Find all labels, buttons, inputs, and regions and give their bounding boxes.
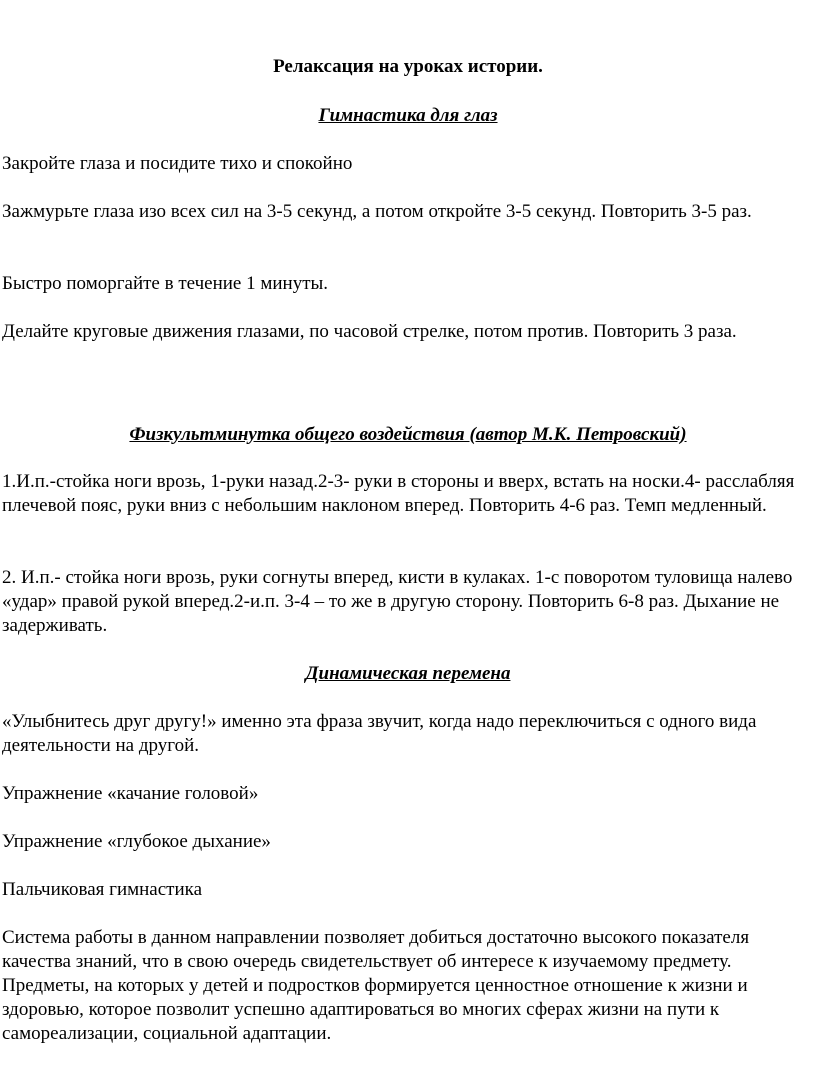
paragraph: Делайте круговые движения глазами, по часовой стрелке, потом против. Повторить 3 раза. <box>2 321 737 342</box>
paragraph: «Улыбнитесь друг другу!» именно эта фраза звучит, когда надо переключиться с одного вида деятельности на другой. <box>2 711 757 756</box>
paragraph: 1.И.п.-стойка ноги врозь, 1-руки назад.2-3- руки в стороны и вверх, встать на носки.4- расслабляя плечевой пояс, руки вниз с небольшим наклоном вперед. Повторить 4-6 раз. Темп медленный. <box>2 471 795 516</box>
paragraph: Упражнение «качание головой» <box>2 783 259 804</box>
paragraph: Зажмурьте глаза изо всех сил на 3-5 секунд, а потом откройте 3-5 секунд. Повторить 3-5 раз. <box>2 201 752 222</box>
paragraph: 2. И.п.- стойка ноги врозь, руки согнуты вперед, кисти в кулаках. 1-с поворотом туловища налево «удар» правой рукой вперед.2-и.п. 3-4 – то же в другую сторону. Повторить 6-8 раз. Дыхание не задерживать. <box>2 567 793 636</box>
paragraph: Быстро поморгайте в течение 1 минуты. <box>2 273 329 294</box>
section-heading-eye-gymnastics: Гимнастика для глаз <box>318 105 498 126</box>
paragraph: Упражнение «глубокое дыхание» <box>2 831 271 852</box>
paragraph: Закройте глаза и посидите тихо и спокойно <box>2 153 353 174</box>
document-title: Релаксация на уроках истории. <box>273 56 543 77</box>
paragraph: Пальчиковая гимнастика <box>2 879 203 900</box>
paragraph: Система работы в данном направлении позволяет добиться достаточно высокого показателя качества знаний, что в свою очередь свидетельствует об интересе к изучаемому предмету. Предметы, на которых у детей и подростков формируется ценностное отношение к жизни и здоровью, которое позволит успешно адаптироваться во многих сферах жизни на пути к самореализации, социальной адаптации. <box>2 927 750 1044</box>
section-heading-dynamic-break: Динамическая перемена <box>305 663 511 684</box>
section-heading-physical-exercise: Физкультминутка общего воздействия (автор М.К. Петровский) <box>129 424 687 445</box>
